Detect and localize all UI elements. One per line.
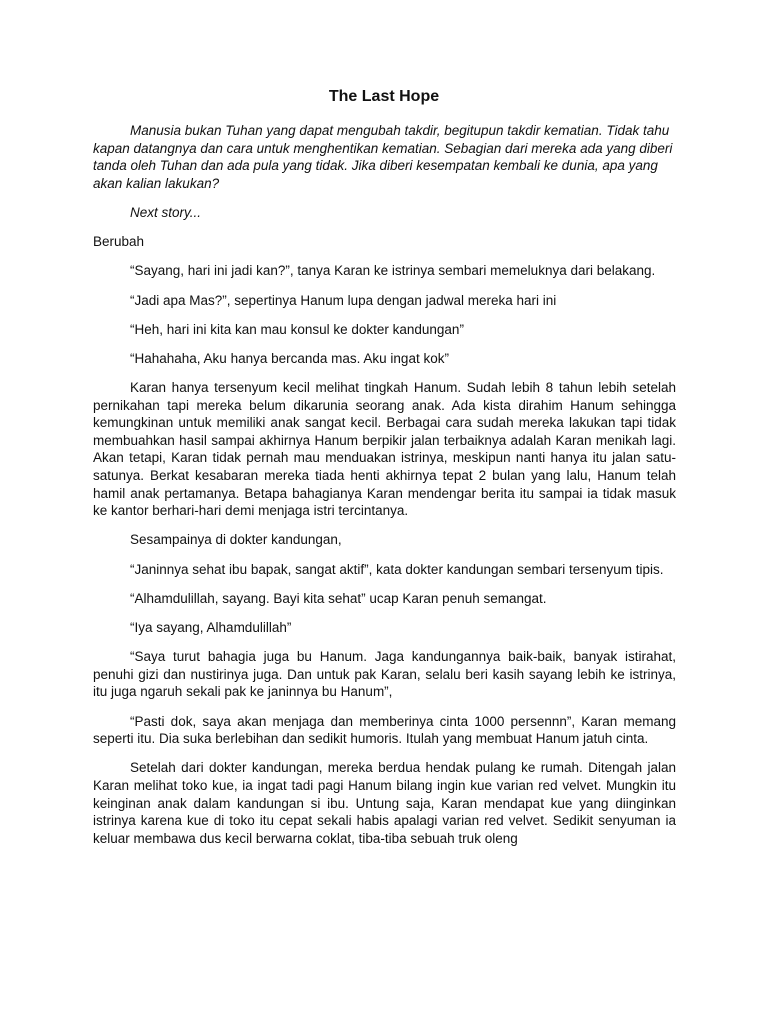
story-paragraph: “Heh, hari ini kita kan mau konsul ke dokter kandungan” <box>130 321 464 337</box>
story-paragraph: “Saya turut bahagia juga bu Hanum. Jaga kandungannya baik-baik, banyak istirahat, penuhi gizi dan nustirinya juga. Dan untuk pak Karan, selalu beri kasih sayang lebih ke istrinya, itu juga ngaruh sekali pak ke janinnya bu Hanum”, <box>93 649 676 700</box>
story-paragraph: “Iya sayang, Alhamdulillah” <box>130 620 292 635</box>
document-title: The Last Hope <box>328 88 440 105</box>
story-paragraph: “Hahahaha, Aku hanya bercanda mas. Aku ingat kok” <box>130 350 449 366</box>
story-paragraph: “Sayang, hari ini jadi kan?”, tanya Karan ke istrinya sembari memeluknya dari belakang. <box>130 263 656 279</box>
story-paragraph: “Jadi apa Mas?”, sepertinya Hanum lupa dengan jadwal mereka hari ini <box>130 292 557 308</box>
story-paragraph: “Alhamdulillah, sayang. Bayi kita sehat” ucap Karan penuh semangat. <box>130 590 547 606</box>
story-paragraph: Karan hanya tersenyum kecil melihat tingkah Hanum. Sudah lebih 8 tahun lebih setelah pernikahan tapi mereka belum dikarunia seorang anak. Ada kista dirahim Hanum sehingga kemungkinan untuk memiliki anak sangat kecil. Berbagai cara sudah mereka lakukan tapi tidak membuahkan hasil sampai akhirnya Hanum berpikir jalan terbaiknya adalah Karan menikah lagi. Akan tetapi, Karan tidak pernah mau menduakan istrinya, meskipun nanti hanya itu jalan satu-satunya. Berkat kesabaran mereka tiada henti akhirnya tepat 2 bulan yang lalu, Hanum telah hamil anak pertamanya. Betapa bahagianya Karan mendengar berita itu sampai ia tidak masuk ke kantor berhari-hari demi menjaga istri tercintanya. <box>93 380 676 519</box>
story-paragraph: “Pasti dok, saya akan menjaga dan memberinya cinta 1000 persennn”, Karan memang seperti itu. Dia suka berlebihan dan sedikit humoris. Itulah yang membuat Hanum jatuh cinta. <box>93 713 676 747</box>
story-paragraph: “Janinnya sehat ibu bapak, sangat aktif”, kata dokter kandungan sembari tersenyum tipis. <box>130 561 664 577</box>
synopsis-paragraph: Manusia bukan Tuhan yang dapat mengubah takdir, begitupun takdir kematian. Tidak tahu kapan datangnya dan cara untuk menghentikan kematian. Sebagian dari mereka ada yang diberi tanda oleh Tuhan dan ada pula yang tidak. Jika diberi kesempatan kembali ke dunia, apa yang akan kalian lakukan? <box>93 123 673 191</box>
next-story-label: Next story... <box>130 204 202 220</box>
story-paragraph: Sesampainya di dokter kandungan, <box>130 532 342 548</box>
document-body <box>93 122 676 859</box>
story-paragraph: Setelah dari dokter kandungan, mereka berdua hendak pulang ke rumah. Ditengah jalan Karan melihat toko kue, ia ingat tadi pagi Hanum bilang ingin kue varian red velvet. Mungkin itu keinginan anak dalam kandungan si ibu. Untung saja, Karan mendapat kue yang diinginkan istrinya karena kue di toko itu cepat sekali habis apalagi varian red velvet. Sedikit senyuman ia keluar membawa dus kecil berwarna coklat, tiba-tiba sebuah truk oleng <box>93 760 676 846</box>
chapter-heading: Berubah <box>93 234 145 250</box>
